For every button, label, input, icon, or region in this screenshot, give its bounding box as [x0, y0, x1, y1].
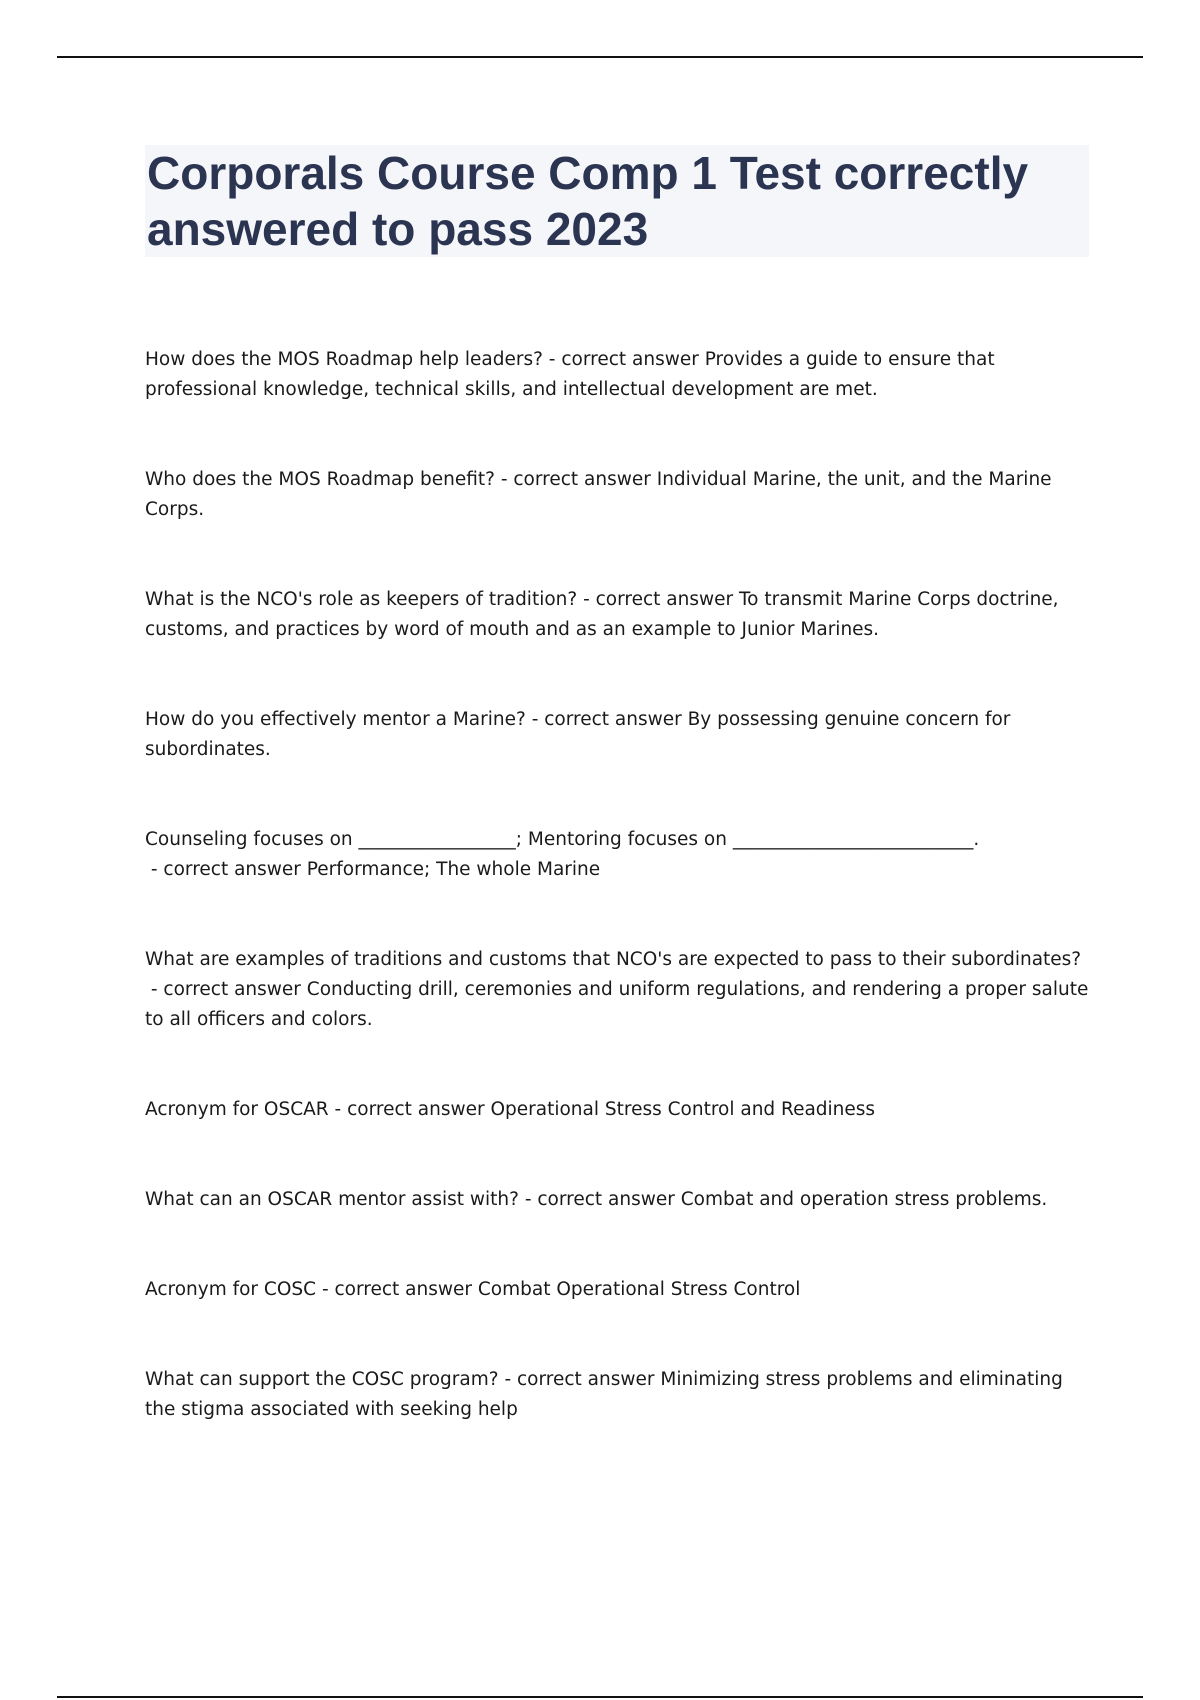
question-text: How do you effectively mentor a Marine? [145, 709, 526, 730]
answer-text: Conducting drill, ceremonies and uniform regulations, and rendering a proper salute to all officers and colors. [145, 979, 1089, 1030]
question-text: Who does the MOS Roadmap benefit? [145, 469, 495, 490]
qa-item-2 [145, 465, 1090, 525]
title-banner [145, 145, 1089, 257]
answer-text: Minimizing stress problems and eliminating the stigma associated with seeking help [145, 1369, 1063, 1420]
answer-text: Provides a guide to ensure that professional knowledge, technical skills, and intellectual development are met. [145, 349, 995, 400]
question-text: How does the MOS Roadmap help leaders? [145, 349, 543, 370]
answer-separator: - correct answer [518, 1189, 681, 1210]
answer-separator: - correct answer [542, 349, 705, 370]
question-text: Acronym for OSCAR [145, 1099, 329, 1120]
answer-text: Performance; The whole Marine [306, 859, 601, 880]
answer-separator: - correct answer [498, 1369, 661, 1390]
qa-list [145, 345, 1090, 1485]
question-text: What are examples of traditions and customs that NCO's are expected to pass to their subordinates? [145, 949, 1082, 970]
answer-separator: - correct answer [525, 709, 688, 730]
answer-text: To transmit Marine Corps doctrine, customs, and practices by word of mouth and as an example to Junior Marines. [145, 589, 1059, 640]
top-horizontal-rule [57, 56, 1143, 58]
answer-text: Combat and operation stress problems. [680, 1189, 1048, 1210]
answer-separator: - correct answer [577, 589, 739, 610]
question-text: Acronym for COSC [145, 1279, 317, 1300]
answer-separator: - correct answer [494, 469, 657, 490]
qa-item-5 [145, 825, 1090, 885]
question-text: Counseling focuses on _________________; Mentoring focuses on __________________________. [145, 829, 980, 850]
bottom-horizontal-rule [57, 1696, 1143, 1698]
qa-item-9 [145, 1275, 1090, 1305]
question-text: What is the NCO's role as keepers of tradition? [145, 589, 578, 610]
question-text: What can an OSCAR mentor assist with? [145, 1189, 519, 1210]
answer-text: Operational Stress Control and Readiness [490, 1099, 876, 1120]
answer-separator: - correct answer [145, 979, 307, 1000]
qa-item-7 [145, 1095, 1090, 1125]
answer-text: Individual Marine, the unit, and the Marine Corps. [145, 469, 1052, 520]
qa-item-1 [145, 345, 1090, 405]
answer-separator: - correct answer [145, 859, 307, 880]
document-title: Corporals Course Comp 1 Test correctly answered to pass 2023 [147, 147, 1029, 255]
qa-item-8 [145, 1185, 1090, 1215]
answer-text: Combat Operational Stress Control [477, 1279, 801, 1300]
qa-item-3 [145, 585, 1090, 645]
qa-item-10 [145, 1365, 1090, 1425]
answer-separator: - correct answer [316, 1279, 478, 1300]
answer-separator: - correct answer [328, 1099, 491, 1120]
answer-text: By possessing genuine concern for subordinates. [145, 709, 1011, 760]
qa-item-4 [145, 705, 1090, 765]
question-text: What can support the COSC program? [145, 1369, 499, 1390]
qa-item-6 [145, 945, 1090, 1035]
